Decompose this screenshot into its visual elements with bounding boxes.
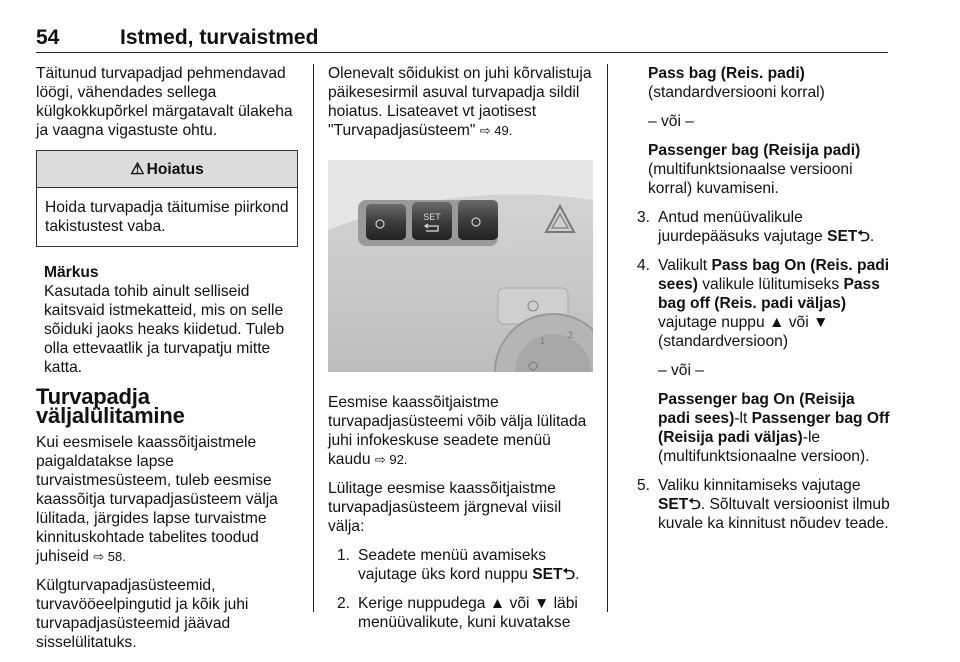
note-title: Märkus: [44, 264, 99, 281]
intro-paragraph: Täitunud turvapadjad pehmendavad löögi, vähendades sellega külgkokkupõrkel märgatavalt ülakeha ja vaagna vigastuste ohtu.: [36, 65, 293, 139]
warning-triangle-icon: ⚠: [130, 160, 145, 178]
note-text: Kasutada tohib ainult selliseid kaitsvaid istmekatteid, mis on selle sõiduki jaoks heaks kiidetud. Tuleb olla ettevaatlik ja turvapatju mitte katta.: [44, 283, 285, 376]
step-text: Valiku kinnitamiseks vajutage SET⮌. Sõltuvalt versioonist ilmub kuvale ka kinnitust nõudev teade.: [658, 477, 890, 532]
page-title: Istmed, turvaistmed: [120, 26, 319, 49]
version-note: (standardversiooni korral): [648, 84, 825, 101]
column-divider: [313, 64, 314, 612]
page-reference-link[interactable]: ⇨ 58.: [93, 549, 126, 564]
steps-list: [628, 208, 890, 533]
list-item: [628, 208, 890, 246]
page-number: 54: [36, 26, 60, 49]
set-button-label: SET: [423, 212, 441, 222]
svg-text:1: 1: [540, 336, 546, 346]
deactivation-paragraph: [36, 433, 298, 566]
airbag-left-button: [366, 204, 406, 240]
sunvisor-text: Olenevalt sõidukist on juhi kõrvalistuja päikesesirmil asuval turvapadja sildil hoiatus. Lisateavet vt jaotisest "Turvapadjasüsteem": [328, 65, 592, 139]
step-text: Seadete menüü avamiseks vajutage üks kord nuppu SET⮌.: [358, 547, 580, 583]
step-number: 1.: [336, 547, 350, 564]
warning-title: Hoiatus: [146, 160, 204, 178]
or-separator: – või –: [658, 362, 704, 379]
version-note: (multifunktsionaalse versiooni korral) kuvamiseni.: [648, 161, 853, 197]
menu-option-label: Pass bag (Reis. padi): [648, 65, 805, 82]
column-divider: [607, 64, 608, 612]
column-3: [628, 64, 890, 543]
svg-text:2: 2: [568, 330, 574, 340]
warning-box: [36, 150, 298, 247]
list-item: [628, 256, 890, 466]
menu-option-label: Passenger bag (Reisija padi): [648, 142, 861, 159]
step-number: 2.: [336, 595, 350, 612]
deactivation-text: Kui eesmisele kaassõitjaistmele paigaldatakse lapse turvaistmesüsteem, tuleb eesmise kaassõitja turvapadjasüsteem välja lülitada, järgides lapse turvaistme kinnituskohtade tabelites toodud juhiseid: [36, 434, 278, 565]
infocenter-paragraph: [328, 393, 593, 469]
page-reference-link[interactable]: ⇨ 49.: [479, 123, 513, 138]
page-header: [36, 0, 886, 50]
step-text: Kerige nuppudega ▲ või ▼ läbi menüüvalikute, kuni kuvatakse: [358, 595, 578, 631]
warning-header: [37, 151, 297, 188]
step-number: 5.: [636, 477, 650, 494]
step-text: Antud menüüvalikule juurdepääsuks vajutage SET⮌.: [658, 209, 875, 245]
step-number: 3.: [636, 209, 650, 226]
page-reference-link[interactable]: ⇨ 92.: [374, 452, 408, 467]
list-item: [628, 476, 890, 533]
column-2: [328, 64, 593, 642]
airbag-right-button: [458, 200, 498, 240]
or-separator: – või –: [648, 113, 694, 130]
warning-text: Hoida turvapadja täitumise piirkond takistustest vaba.: [45, 199, 289, 235]
side-airbags-paragraph: Külgturvapadjasüsteemid, turvavööeelpingutid ja kõik juhi turvapadjasüsteemid jäävad sisselülitatuks.: [36, 577, 249, 651]
infocenter-text: Eesmise kaassõitjaistme turvapadjasüsteemi võib välja lülitada juhi infokeskuse seadete menüü kaudu: [328, 394, 587, 468]
step-text: Valikult Pass bag On (Reis. padi sees) valikule lülitumiseks Pass bag off (Reis. padi väljas) vajutage nuppu ▲ või ▼ (standardversioon) – või – Passenger bag On (Reisija padi sees)-lt Passenger bag Off (Reisija padi väljas)-le (multifunktsionaalne versioon).: [658, 257, 890, 465]
step2-continuation: [628, 64, 890, 198]
steps-list: [328, 546, 593, 632]
step-number: 4.: [636, 257, 650, 274]
list-item: [328, 546, 593, 584]
dashboard-buttons-photo: [328, 160, 593, 372]
header-rule: [36, 52, 888, 53]
sunvisor-paragraph: [328, 64, 593, 140]
note-block: [36, 263, 298, 377]
section-heading: Turvapadja väljalülitamine: [36, 384, 185, 428]
list-item: [328, 594, 593, 632]
column-1: [36, 64, 298, 662]
procedure-intro: Lülitage eesmise kaassõitjaistme turvapadjasüsteem järgneval viisil välja:: [328, 480, 562, 535]
